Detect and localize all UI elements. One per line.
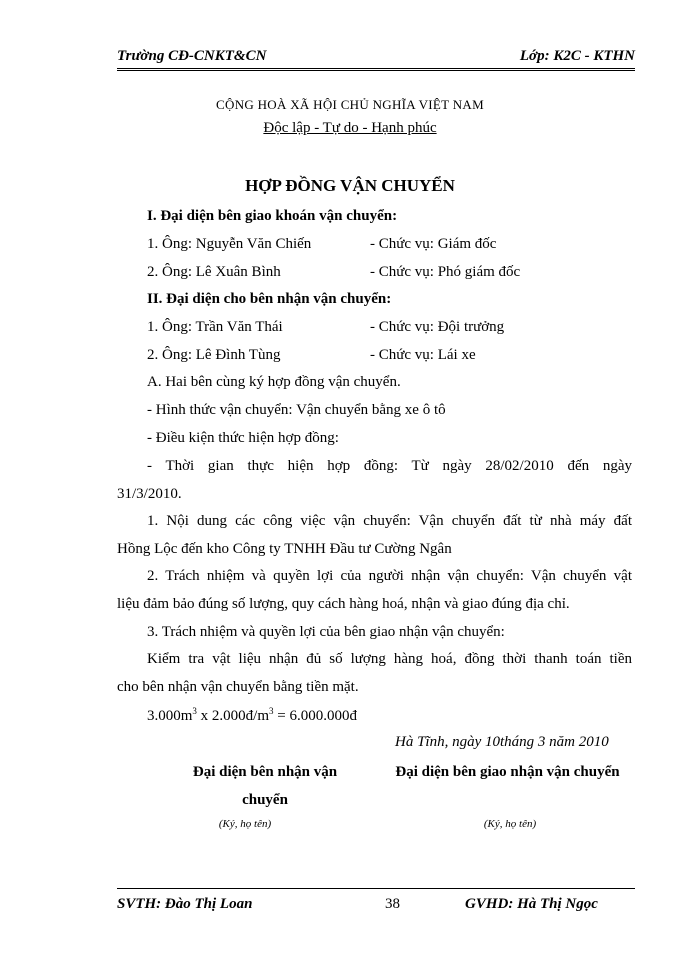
paragraph-4-line2: cho bên nhận vận chuyển bằng tiền mặt. [117,679,359,695]
signature-right [380,758,635,786]
calculation [147,706,357,725]
clause-transport-form: - Hình thức vận chuyển: Vận chuyển bằng xe ô tô [147,402,446,418]
calc-sup-2: 3 [269,706,274,716]
clause-time-line1: - Thời gian thực hiện hợp đồng: Từ ngày 28/02/2010 đến ngày [147,458,632,474]
section2-name-1: 1. Ông: Trần Văn Thái [147,319,283,335]
clause-time-line2: 31/3/2010. [117,486,182,502]
paragraph-2-line1: 2. Trách nhiệm và quyền lợi của người nhận vận chuyển: Vận chuyển vật [147,568,632,584]
national-motto [0,120,700,137]
national-motto-text: Độc lập - Tự do - Hạnh phúc [263,120,437,136]
calc-part-a: 3.000m [147,708,193,724]
paragraph-3: 3. Trách nhiệm và quyền lợi của bên giao nhận vận chuyển: [147,624,505,640]
calc-sup-1: 3 [192,706,197,716]
clause-condition: - Điều kiện thức hiện hợp đồng: [147,430,339,446]
signature-left-line1: Đại diện bên nhận vận [192,764,338,780]
signature-left-note: (Ký, họ tên) [218,818,272,830]
footer-page-number: 38 [385,896,400,912]
section2-role-1: - Chức vụ: Đội trưởng [370,319,505,335]
signature-left [175,758,355,814]
header-school: Trường CĐ-CNKT&CN [117,48,267,64]
section1-name-1: 1. Ông: Nguyễn Văn Chiến [147,236,312,252]
calc-part-b: x 2.000đ/m [196,708,270,724]
section2-heading: II. Đại diện cho bên nhận vận chuyển: [147,291,392,307]
footer-advisor: GVHD: Hà Thị Ngọc [465,896,598,912]
section2-role-2: - Chức vụ: Lái xe [370,347,476,363]
calc-part-c: = 6.000.000đ [273,708,357,724]
footer-rule [117,888,635,889]
paragraph-2-line2: liệu đảm bảo đúng số lượng, quy cách hàng hoá, nhận và giao đúng địa chỉ. [117,596,570,612]
section2-name-2: 2. Ông: Lê Đình Tùng [147,347,281,363]
document-title: HỢP ĐỒNG VẬN CHUYỂN [245,176,455,195]
signature-left-line2: chuyển [242,792,288,808]
signature-right-line1: Đại diện bên giao nhận vận chuyển [395,764,620,780]
header-class: Lớp: K2C - KTHN [519,48,635,64]
signature-right-note: (Ký, họ tên) [483,818,537,830]
footer-student: SVTH: Đào Thị Loan [117,896,253,912]
section1-role-2: - Chức vụ: Phó giám đốc [370,264,521,280]
place-date: Hà Tĩnh, ngày 10tháng 3 năm 2010 [395,734,609,750]
national-title: CỘNG HOÀ XÃ HỘI CHỦ NGHĨA VIỆT NAM [216,97,484,112]
page-header [117,48,635,70]
paragraph-1-line1: 1. Nội dung các công việc vận chuyển: Vận chuyển đất từ nhà máy đất [147,513,632,529]
paragraph-1-line2: Hồng Lộc đến kho Công ty TNHH Đầu tư Cường Ngân [117,541,452,557]
section1-name-2: 2. Ông: Lê Xuân Bình [147,264,281,280]
paragraph-4-line1: Kiểm tra vật liệu nhận đủ số lượng hàng hoá, đồng thời thanh toán tiền [147,651,632,667]
section1-role-1: - Chức vụ: Giám đốc [370,236,497,252]
clause-a: A. Hai bên cùng ký hợp đồng vận chuyển. [147,374,401,390]
section1-heading: I. Đại diện bên giao khoán vận chuyển: [147,208,398,224]
header-rule [117,68,635,74]
